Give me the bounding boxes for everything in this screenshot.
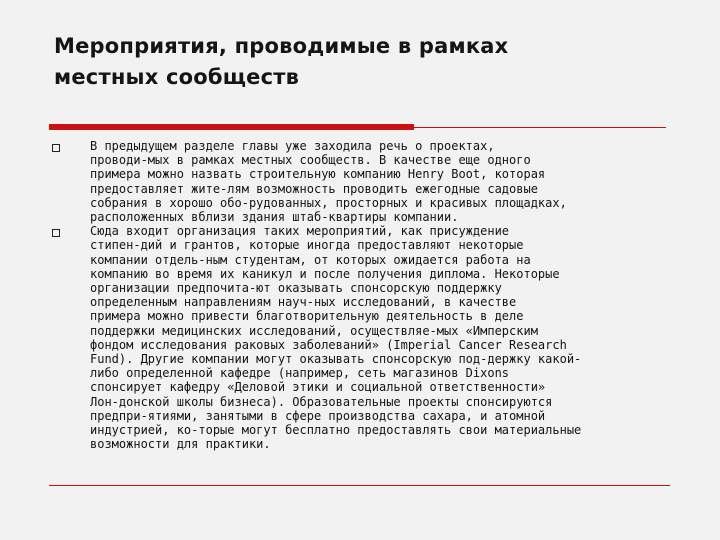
bullet-2-line-16: возможности для практики. (90, 437, 271, 452)
bullet-2-line-14: предпри-ятиями, занятыми в сфере производства сахара, и атомной (90, 408, 546, 423)
bottom-rule (49, 485, 670, 486)
bullet-2-line-12: спонсирует кафедру «Деловой этики и социальной ответственности» (90, 380, 546, 395)
title-underline-thick (49, 124, 414, 130)
bullet-2-line-1: Сюда входит организация таких мероприятий, как присуждение (90, 224, 510, 239)
bullet-1-line-2: проводи-мых в рамках местных сообществ. В качестве еще одного (90, 153, 531, 168)
bullet-item-2 (52, 224, 676, 451)
bullet-item-1 (52, 139, 676, 224)
bullet-text-1 (90, 139, 676, 224)
bullet-2-line-2: стипен-дий и грантов, которые иногда предоставляют некоторые (90, 238, 524, 253)
slide-title-line-1: Мероприятия, проводимые в рамках (54, 34, 509, 58)
bullet-1-line-4: предоставляет жите-лям возможность проводить ежегодные садовые (90, 181, 538, 196)
bullet-2-line-10: Fund). Другие компании могут оказывать спонсорскую под-держку какой- (90, 352, 582, 367)
hollow-square-bullet-icon (52, 144, 60, 152)
bullet-1-line-5: собрания в хорошо обо-рудованных, просторных и красивых площадках, (90, 195, 567, 210)
bullet-1-line-1: В предыдущем разделе главы уже заходила речь о проектах, (90, 139, 495, 153)
hollow-square-bullet-icon (52, 229, 60, 237)
bullet-2-line-7: примера можно привести благотворительную деятельность в деле (90, 309, 524, 324)
bullet-1-line-6: расположенных вблизи здания штаб-квартиры компании. (90, 210, 459, 225)
slide-title-line-2: местных сообществ (54, 65, 300, 89)
bullet-2-line-6: определенным направлениям науч-ных исследований, в качестве (90, 295, 517, 310)
bullet-2-line-9: фондом исследования раковых заболеваний» (Imperial Cancer Research (90, 337, 567, 352)
bullet-2-line-13: Лон-донской школы бизнеса). Образовательные проекты спонсируются (90, 394, 553, 409)
title-underline-thin (414, 127, 666, 128)
bullet-2-line-15: индустрией, ко-торые могут бесплатно предоставлять свои материальные (90, 423, 582, 438)
bullet-2-line-8: поддержки медицинских исследований, осуществляе-мых «Имперским (90, 323, 538, 338)
bullet-2-line-5: организации предпочита-ют оказывать спонсорскую поддержку (90, 281, 502, 296)
bullet-2-line-11: либо определенной кафедре (например, сеть магазинов Dixons (90, 366, 510, 381)
slide-title (54, 31, 694, 93)
bullet-list (52, 139, 676, 451)
bullet-text-2 (90, 224, 676, 451)
bullet-1-line-3: примера можно назвать строительную компанию Henry Boot, которая (90, 167, 546, 182)
bullet-2-line-3: компании отдель-ным студентам, от которых ожидается работа на (90, 252, 531, 267)
bullet-2-line-4: компанию во время их каникул и после получения диплома. Некоторые (90, 266, 560, 281)
